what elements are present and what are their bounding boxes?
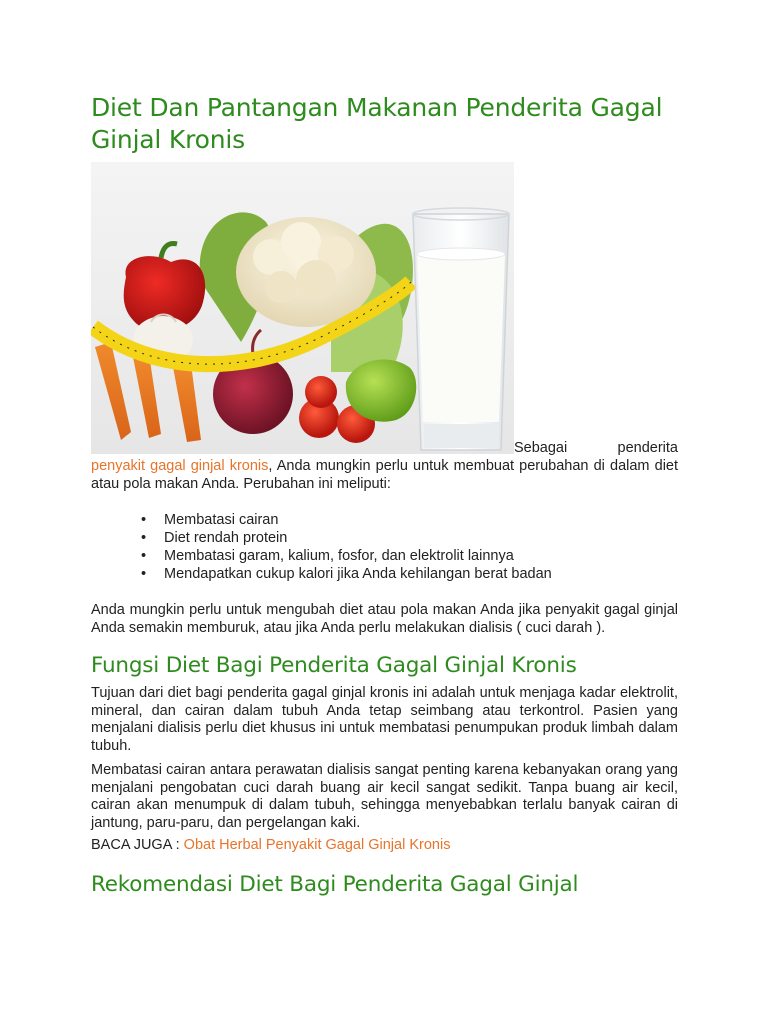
list-item: • Membatasi cairan — [137, 511, 552, 529]
list-item: • Mendapatkan cukup kalori jika Anda kehilangan berat badan — [137, 565, 552, 583]
intro-lead-text: Sebagai penderita — [514, 440, 678, 456]
intro-rest-text: , Anda mungkin perlu untuk membuat perubahan di dalam diet atau pola makan Anda. Perubahan ini meliputi: — [91, 458, 679, 492]
baca-juga — [91, 837, 678, 855]
article-title: Diet Dan Pantangan Makanan Penderita Gagal Ginjal Kronis — [91, 93, 663, 154]
membatasi-cairan-paragraph: Membatasi cairan antara perawatan dialisis sangat penting karena kebanyakan orang yang menjalani pengobatan cuci darah buang air kecil sangat sedikit. Tanpa buang air kecil, cairan akan menumpuk di dalam tubuh, sehingga menyebabkan terlalu banyak cairan di jantung, paru-paru, dan pergelangan kaki. — [91, 762, 678, 831]
dialysis-paragraph: Anda mungkin perlu untuk mengubah diet atau pola makan Anda jika penyakit gagal ginjal Anda semakin memburuk, atau jika Anda perlu melakukan dialisis ( cuci darah ). — [91, 602, 678, 636]
list-item: • Diet rendah protein — [137, 529, 552, 547]
hero-image-vegetables-milk — [91, 162, 514, 454]
baca-juga-label: BACA JUGA : — [91, 837, 184, 853]
penyakit-gagal-ginjal-link[interactable]: penyakit gagal ginjal kronis — [91, 458, 269, 474]
tujuan-paragraph: Tujuan dari diet bagi penderita gagal ginjal kronis ini adalah untuk menjaga kadar elektrolit, mineral, dan cairan dalam tubuh Anda tetap seimbang atau terkontrol. Pasien yang menjalani dialisis perlu diet khusus ini untuk membatasi penumpukan produk limbah dalam tubuh. — [91, 685, 678, 754]
list-item: • Membatasi garam, kalium, fosfor, dan elektrolit lainnya — [137, 547, 552, 565]
obat-herbal-link[interactable]: Obat Herbal Penyakit Gagal Ginjal Kronis — [183, 837, 451, 853]
changes-list — [137, 511, 552, 583]
heading-rekomendasi-diet: Rekomendasi Diet Bagi Penderita Gagal Ginjal — [91, 872, 579, 897]
intro-paragraph — [91, 458, 678, 493]
heading-fungsi-diet: Fungsi Diet Bagi Penderita Gagal Ginjal Kronis — [91, 653, 577, 678]
